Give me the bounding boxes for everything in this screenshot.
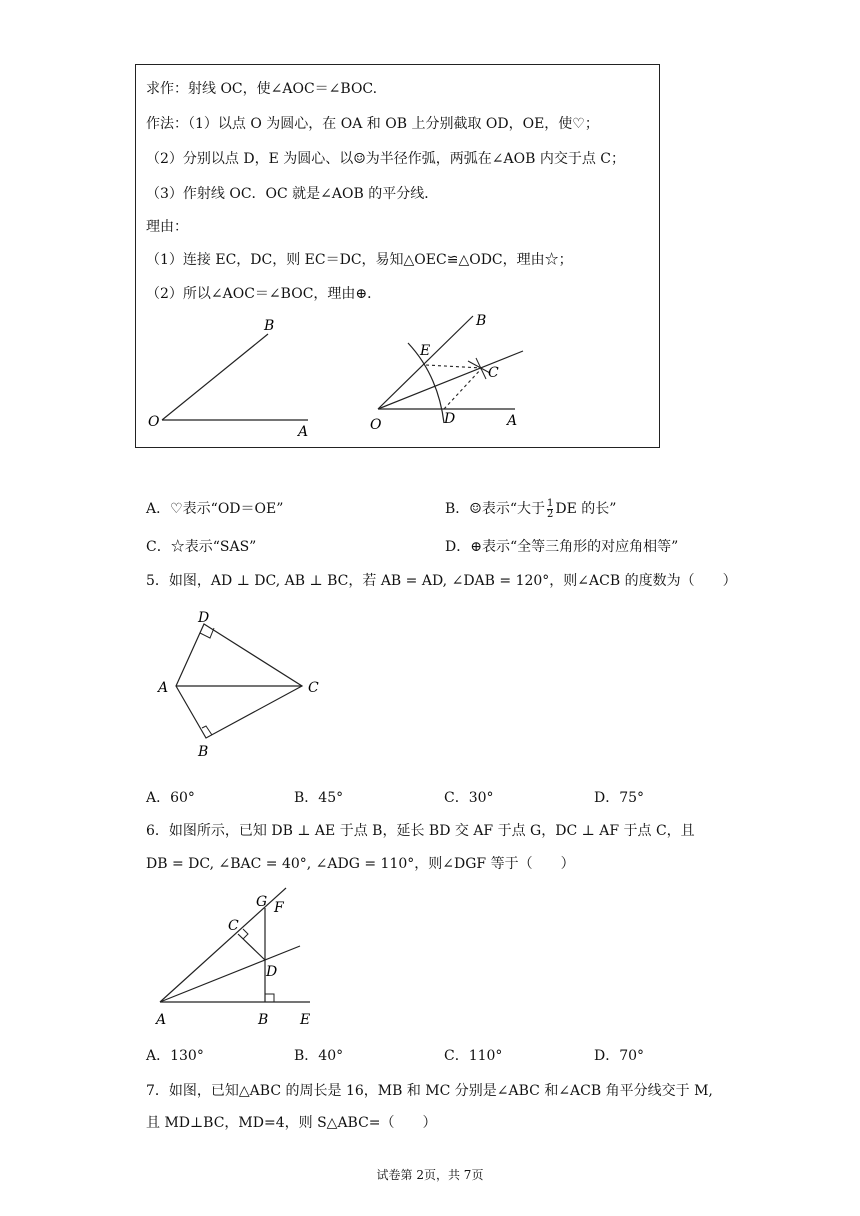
q6-label-a: A [156, 1012, 167, 1028]
box-line-7: （2）所以∠AOC＝∠BOC，理由⊕． [146, 286, 382, 302]
fig2-label-o: O [370, 417, 382, 433]
page-footer: 试卷第 2页，共 7页 [376, 1168, 484, 1182]
q5-label-c: C [308, 680, 319, 696]
fig1-label-a: A [298, 424, 309, 440]
q6-label-f: F [274, 900, 284, 916]
q5-option-b: B．45° [294, 790, 344, 806]
q5-option-a: A．60° [146, 790, 195, 806]
q7-stem-2: 且 MD⊥BC，MD=4，则 S△ABC=（ ） [146, 1115, 437, 1131]
q6-stem-1: 6．如图所示，已知 DB ⊥ AE 于点 B，延长 BD 交 AF 于点 G，DC ⊥ AF 于点 C，且 [146, 823, 695, 839]
box-line-2: 作法：（1）以点 O 为圆心，在 OA 和 OB 上分别截取 OD，OE，使♡； [146, 116, 599, 132]
q4-option-a: A．♡表示“OD＝OE” [146, 501, 284, 517]
box-line-4: （3）作射线 OC．OC 就是∠AOB 的平分线． [146, 186, 439, 202]
box-line-5: 理由： [146, 219, 188, 235]
fig2-label-b: B [476, 313, 487, 329]
box-line-3: （2）分别以点 D，E 为圆心、以☺为半径作弧，两弧在∠AOB 内交于点 C； [146, 151, 626, 167]
fig1-label-b: B [264, 318, 275, 334]
q6-option-d: D．70° [594, 1048, 645, 1064]
fig1-label-o: O [148, 414, 160, 430]
q5-option-c: C．30° [444, 790, 494, 806]
q6-label-g: G [256, 894, 268, 910]
q5-label-a: A [158, 680, 169, 696]
figure-angle-aob [140, 312, 340, 442]
q6-label-b: B [258, 1012, 269, 1028]
fig2-label-d: D [444, 411, 456, 427]
q5-stem: 5．如图，AD ⊥ DC, AB ⊥ BC，若 AB = AD, ∠DAB = 120°，则∠ACB 的度数为（ ） [146, 573, 737, 589]
fig2-label-c: C [488, 365, 499, 381]
q5-label-d: D [198, 610, 210, 626]
figure-q5-quadrilateral [150, 608, 340, 768]
figure-q6-angles [150, 882, 330, 1032]
box-line-1: 求作：射线 OC，使∠AOC＝∠BOC. [146, 81, 378, 97]
q4-option-c: C．☆表示“SAS” [146, 539, 257, 555]
fig2-label-e: E [420, 343, 431, 359]
q6-option-c: C．110° [444, 1048, 503, 1064]
box-line-6: （1）连接 EC，DC，则 EC＝DC，易知△OEC≌△ODC，理由☆； [146, 252, 573, 268]
q5-option-d: D．75° [594, 790, 645, 806]
q6-label-c: C [228, 918, 239, 934]
q6-option-b: B．40° [294, 1048, 344, 1064]
q4-option-b: B．☺表示“大于 $\frac{1}{2}$ DE 的长” [445, 497, 617, 520]
fig2-label-a: A [507, 413, 518, 429]
q7-stem-1: 7．如图，已知△ABC 的周长是 16，MB 和 MC 分别是∠ABC 和∠ACB 角平分线交于 M, [146, 1083, 713, 1099]
figure-bisector-construction [360, 305, 560, 435]
q6-label-e: E [300, 1012, 311, 1028]
q5-label-b: B [198, 744, 209, 760]
q4-option-d: D．⊕表示“全等三角形的对应角相等” [445, 539, 679, 555]
q6-option-a: A．130° [146, 1048, 204, 1064]
q6-label-d: D [266, 964, 278, 980]
q6-stem-2: DB = DC, ∠BAC = 40°, ∠ADG = 110°，则∠DGF 等于（ ） [146, 856, 575, 872]
